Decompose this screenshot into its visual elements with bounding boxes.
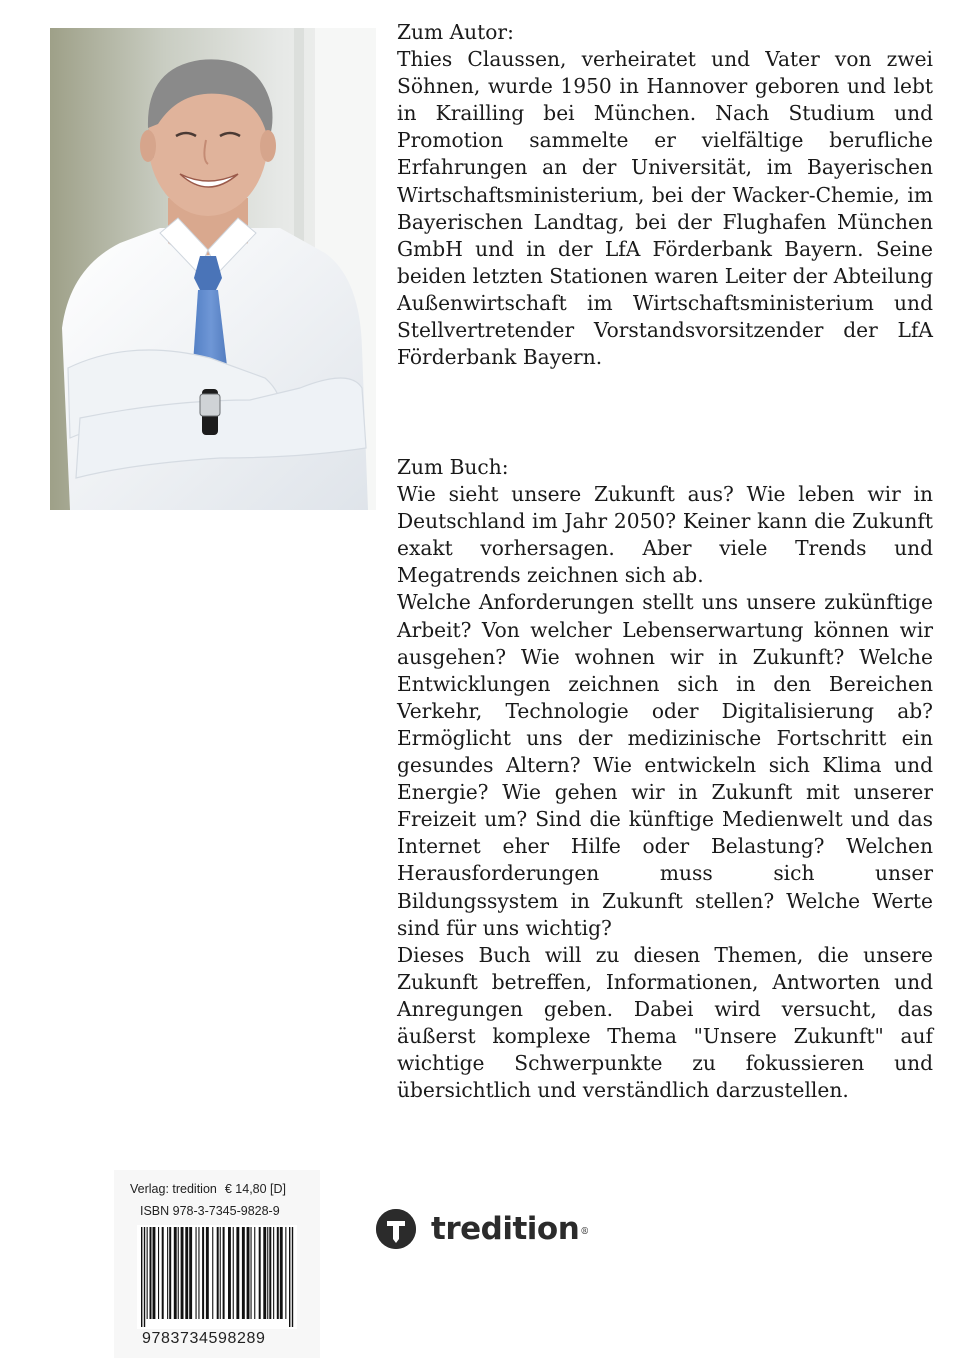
barcode-bar <box>267 1227 268 1319</box>
barcode-bar <box>212 1227 213 1319</box>
barcode-bar <box>181 1227 184 1319</box>
book-paragraph: Welche Anforderungen stellt uns unsere zukünftige Arbeit? Von welcher Lebenserwartung können wir ausgehen? Wie wohnen wir in Zukunft? Welche Entwicklungen zeichnen sich in den Bereichen Verkehr, Technologie oder Digitalisierung ab? Ermöglicht uns der medizinische Fortschritt ein gesundes Altern? Wie entwickeln sich Klima und Energie? Wie gehen wir in Zukunft mit unserer Freizeit um? Sind die künftige Medienwelt und das Internet eher Hilfe oder Belastung? Welchen Herausforderungen muss sich unser Bildungssystem in Zukunft stellen? Welche Werte sind für uns wichtig? <box>397 590 933 940</box>
barcode-bar <box>277 1227 279 1319</box>
barcode-bar <box>169 1227 171 1319</box>
publisher-label: Verlag: tredition <box>130 1182 217 1196</box>
barcode-digits: 9783734598289 <box>142 1330 266 1347</box>
barcode-bar <box>196 1227 197 1319</box>
barcode-bar <box>202 1227 204 1319</box>
publisher-logo <box>376 1206 589 1252</box>
barcode-bar <box>141 1227 142 1327</box>
author-bio: Thies Claussen, verheiratet und Vater von zwei Söhnen, wurde 1950 in Hannover geboren und lebt in Krailling bei München. Nach Studium und Promotion sammelte er vielfältige berufliche Erfahrungen an der Universität, im Bayerischen Wirtschaftsministerium, bei der Wacker-Chemie, im Bayerischen Landtag, bei der Flughafen München GmbH und in der LfA Förderbank Bayern. Seine beiden letzten Stationen waren Leiter der Abteilung Außenwirtschaft im Wirtschaftsministerium und Stellvertretender Vorstandsvorsitzender der LfA Förderbank Bayern. <box>397 47 933 370</box>
barcode-bar <box>233 1227 234 1319</box>
barcode-bar <box>167 1227 168 1319</box>
book-heading: Zum Buch: <box>397 455 509 479</box>
barcode-bar <box>147 1227 148 1319</box>
book-paragraph: Wie sieht unsere Zukunft aus? Wie leben wir in Deutschland im Jahr 2050? Keiner kann die Zukunft exakt vorhersagen. Aber viele Trends und Megatrends zeichnen sich ab. <box>397 482 933 588</box>
book-paragraph: Dieses Buch will zu diesen Themen, die unsere Zukunft betreffen, Informationen, Antworten und Anregungen geben. Dabei wird versucht, das äußerst komplexe Thema "Unsere Zukunft" auf wichtige Schwerpunkte zu fokussieren und übersichtlich und verständlich darzustellen. <box>397 942 933 1103</box>
barcode-bar <box>292 1227 293 1327</box>
barcode-bar <box>198 1227 199 1319</box>
barcode-bar <box>178 1227 179 1319</box>
tredition-logo-icon <box>376 1209 416 1249</box>
barcode-bar <box>144 1227 145 1327</box>
portrait-photo-icon <box>50 28 376 510</box>
barcode-bar <box>217 1227 219 1319</box>
barcode-bar <box>153 1227 156 1319</box>
author-photo <box>50 28 376 510</box>
tredition-mark-icon <box>376 1209 416 1249</box>
barcode-bar <box>228 1227 231 1319</box>
barcode-icon <box>137 1225 297 1329</box>
barcode-bar <box>273 1227 274 1319</box>
barcode-bar <box>259 1227 261 1319</box>
barcode-bar <box>280 1227 283 1319</box>
barcode-bar <box>162 1227 164 1319</box>
barcode-bar <box>263 1227 266 1319</box>
barcode-bar <box>242 1227 245 1319</box>
barcode-bar <box>254 1227 255 1319</box>
barcode-bar <box>185 1227 188 1319</box>
barcode-bar <box>174 1227 177 1319</box>
registered-mark: ® <box>580 1227 590 1237</box>
price-label: € 14,80 [D] <box>224 1182 287 1196</box>
barcode-bar <box>158 1227 159 1319</box>
barcode-bar <box>223 1227 225 1319</box>
barcode-bar <box>247 1227 250 1319</box>
publisher-price-line <box>130 1182 286 1196</box>
barcode-bar <box>220 1227 221 1319</box>
barcode-bar <box>251 1227 252 1319</box>
isbn-label: ISBN 978-3-7345-9828-9 <box>140 1204 280 1218</box>
barcode-bar <box>189 1227 192 1319</box>
barcode-bar <box>206 1227 209 1319</box>
author-section <box>397 19 933 371</box>
barcode-bar <box>289 1227 290 1327</box>
barcode-bar <box>285 1227 286 1319</box>
price-box <box>114 1170 320 1358</box>
author-heading: Zum Autor: <box>397 20 514 44</box>
logo-wordmark: tredition <box>431 1211 580 1247</box>
barcode-bar <box>269 1227 271 1319</box>
barcode-bar <box>150 1227 152 1319</box>
barcode-bar <box>236 1227 239 1319</box>
book-section <box>397 454 933 1104</box>
barcode-bars <box>137 1225 297 1329</box>
